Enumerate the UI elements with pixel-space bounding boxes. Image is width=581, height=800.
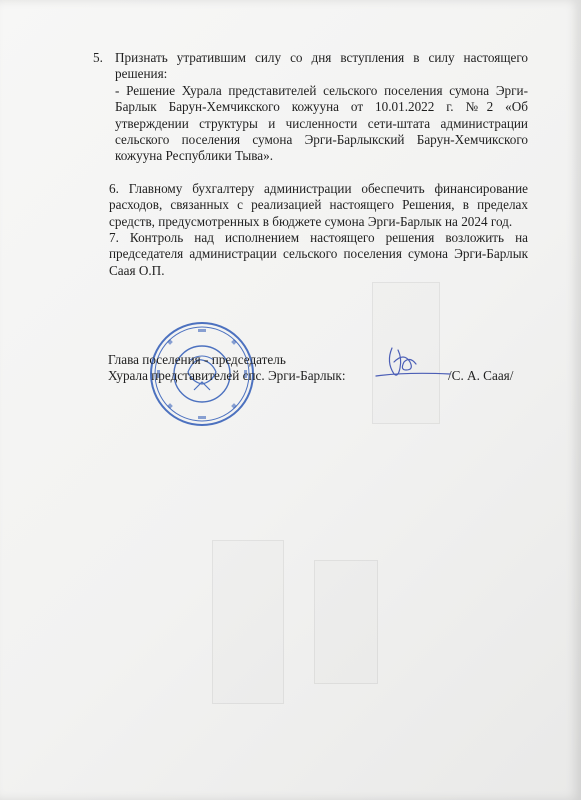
item-5 (93, 50, 528, 165)
show-through-box (314, 560, 378, 684)
signature-block (108, 352, 538, 385)
resolution-text (93, 50, 528, 279)
item-6: 6. Главному бухгалтеру администрации обеспечить финансирование расходов, связанных с реализацией настоящего Решения, в пределах средств, предусмотренных в бюджете сумона Эрги-Барлык на 2024 год. (109, 180, 528, 229)
signatory-title-line2: Хурала представителей спс. Эрги-Барлык: (108, 368, 346, 384)
item-7: 7. Контроль над исполнением настоящего решения возложить на председателя администрации сельского поселения сумона Эрги-Барлык Саая О.П. (109, 230, 528, 278)
item-5-detail: - Решение Хурала представителей сельского поселения сумона Эрги-Барлык Барун-Хемчикского кожууна от 10.01.2022 г. №2 «Об утверждении структуры и численности сети-штата администрации сельского поселения сумона Эрги-Барлыкский Барун-Хемчикского кожууна Республики Тыва». (115, 82, 528, 164)
signatory-name: /С. А. Саая/ (448, 368, 514, 383)
handwritten-signature (372, 340, 452, 384)
signatory-title-line1: Глава поселения - председатель (108, 352, 286, 367)
item-5-number: 5. (93, 50, 103, 65)
show-through-box (212, 540, 284, 704)
item-5-heading: Признать утратившим силу со дня вступления в силу настоящего решения: (115, 50, 528, 82)
